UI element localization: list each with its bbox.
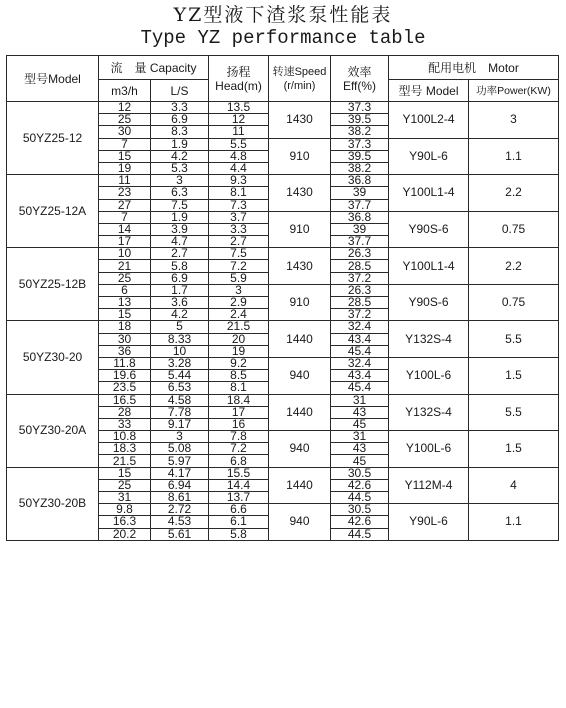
power-cell: 5.5	[469, 394, 559, 431]
capacity-ls-cell: 6.9	[151, 114, 209, 126]
head-cell: 17	[209, 406, 269, 418]
eff-cell: 36.8	[331, 175, 389, 187]
capacity-ls-cell: 6.9	[151, 272, 209, 284]
head-cell: 4.4	[209, 162, 269, 174]
table-row	[7, 394, 559, 406]
capacity-ls-cell: 5	[151, 321, 209, 333]
head-cell: 13.7	[209, 492, 269, 504]
header-eff	[331, 56, 389, 102]
capacity-m3h-cell: 14	[99, 223, 151, 235]
capacity-m3h-cell: 18.3	[99, 443, 151, 455]
motor-model-cell: Y100L2-4	[389, 102, 469, 139]
header-speed-en: (r/min)	[283, 79, 316, 92]
capacity-ls-cell: 3	[151, 431, 209, 443]
eff-cell: 37.7	[331, 236, 389, 248]
capacity-ls-cell: 1.9	[151, 211, 209, 223]
motor-model-cell: Y90S-6	[389, 211, 469, 248]
eff-cell: 45	[331, 418, 389, 430]
capacity-m3h-cell: 20.2	[99, 528, 151, 540]
capacity-m3h-cell: 36	[99, 345, 151, 357]
capacity-ls-cell: 8.3	[151, 126, 209, 138]
capacity-m3h-cell: 15	[99, 467, 151, 479]
eff-cell: 28.5	[331, 297, 389, 309]
head-cell: 5.9	[209, 272, 269, 284]
head-cell: 14.4	[209, 479, 269, 491]
head-cell: 19	[209, 345, 269, 357]
eff-cell: 42.6	[331, 479, 389, 491]
capacity-m3h-cell: 6	[99, 284, 151, 296]
capacity-m3h-cell: 19.6	[99, 370, 151, 382]
capacity-ls-cell: 2.7	[151, 248, 209, 260]
head-cell: 8.1	[209, 382, 269, 394]
head-cell: 7.8	[209, 431, 269, 443]
capacity-ls-cell: 5.3	[151, 162, 209, 174]
page-title-cn: YZ型液下渣浆泵性能表	[173, 4, 393, 26]
eff-cell: 28.5	[331, 260, 389, 272]
speed-cell: 940	[269, 357, 331, 394]
eff-cell: 32.4	[331, 321, 389, 333]
model-cell: 50YZ30-20	[7, 321, 99, 394]
speed-cell: 1440	[269, 467, 331, 504]
eff-cell: 45.4	[331, 382, 389, 394]
motor-model-cell: Y90S-6	[389, 284, 469, 321]
capacity-ls-cell: 8.61	[151, 492, 209, 504]
header-power: 功率Power(KW)	[469, 80, 559, 102]
capacity-m3h-cell: 17	[99, 236, 151, 248]
eff-cell: 43	[331, 443, 389, 455]
head-cell: 9.3	[209, 175, 269, 187]
capacity-ls-cell: 1.7	[151, 284, 209, 296]
eff-cell: 38.2	[331, 126, 389, 138]
motor-model-cell: Y112M-4	[389, 467, 469, 504]
eff-cell: 45.4	[331, 345, 389, 357]
capacity-ls-cell: 5.08	[151, 443, 209, 455]
speed-cell: 1430	[269, 102, 331, 139]
head-cell: 15.5	[209, 467, 269, 479]
eff-cell: 26.3	[331, 284, 389, 296]
capacity-m3h-cell: 27	[99, 199, 151, 211]
capacity-m3h-cell: 9.8	[99, 504, 151, 516]
speed-cell: 940	[269, 504, 331, 541]
capacity-m3h-cell: 30	[99, 333, 151, 345]
head-cell: 6.6	[209, 504, 269, 516]
capacity-m3h-cell: 13	[99, 297, 151, 309]
head-cell: 18.4	[209, 394, 269, 406]
capacity-ls-cell: 4.17	[151, 467, 209, 479]
capacity-m3h-cell: 19	[99, 162, 151, 174]
capacity-m3h-cell: 25	[99, 114, 151, 126]
capacity-ls-cell: 3.6	[151, 297, 209, 309]
capacity-ls-cell: 4.2	[151, 150, 209, 162]
capacity-m3h-cell: 15	[99, 150, 151, 162]
capacity-m3h-cell: 28	[99, 406, 151, 418]
head-cell: 16	[209, 418, 269, 430]
capacity-m3h-cell: 21	[99, 260, 151, 272]
header-head	[209, 56, 269, 102]
motor-model-cell: Y132S-4	[389, 321, 469, 358]
header-motor-model: 型号 Model	[389, 80, 469, 102]
eff-cell: 37.2	[331, 309, 389, 321]
motor-model-cell: Y132S-4	[389, 394, 469, 431]
capacity-ls-cell: 3	[151, 175, 209, 187]
eff-cell: 42.6	[331, 516, 389, 528]
header-motor: 配用电机 Motor	[389, 56, 559, 80]
power-cell: 5.5	[469, 321, 559, 358]
eff-cell: 37.3	[331, 138, 389, 150]
head-cell: 5.8	[209, 528, 269, 540]
header-model: 型号Model	[7, 56, 99, 102]
header-m3h: m3/h	[99, 80, 151, 102]
head-cell: 8.1	[209, 187, 269, 199]
capacity-ls-cell: 7.5	[151, 199, 209, 211]
head-cell: 2.7	[209, 236, 269, 248]
power-cell: 3	[469, 102, 559, 139]
speed-cell: 1440	[269, 394, 331, 431]
eff-cell: 37.3	[331, 102, 389, 114]
power-cell: 1.1	[469, 138, 559, 175]
capacity-ls-cell: 6.3	[151, 187, 209, 199]
head-cell: 9.2	[209, 357, 269, 369]
capacity-m3h-cell: 23.5	[99, 382, 151, 394]
head-cell: 2.9	[209, 297, 269, 309]
capacity-m3h-cell: 33	[99, 418, 151, 430]
eff-cell: 39	[331, 223, 389, 235]
speed-cell: 1440	[269, 321, 331, 358]
eff-cell: 32.4	[331, 357, 389, 369]
head-cell: 6.1	[209, 516, 269, 528]
power-cell: 0.75	[469, 211, 559, 248]
eff-cell: 44.5	[331, 528, 389, 540]
capacity-m3h-cell: 18	[99, 321, 151, 333]
head-cell: 21.5	[209, 321, 269, 333]
power-cell: 1.5	[469, 431, 559, 468]
head-cell: 7.3	[209, 199, 269, 211]
capacity-ls-cell: 9.17	[151, 418, 209, 430]
speed-cell: 1430	[269, 248, 331, 285]
capacity-ls-cell: 4.2	[151, 309, 209, 321]
eff-cell: 43.4	[331, 370, 389, 382]
eff-cell: 39	[331, 187, 389, 199]
page-title-en: Type YZ performance table	[140, 27, 426, 49]
table-row	[7, 102, 559, 114]
capacity-m3h-cell: 23	[99, 187, 151, 199]
head-cell: 8.5	[209, 370, 269, 382]
motor-model-cell: Y100L1-4	[389, 175, 469, 212]
capacity-ls-cell: 5.97	[151, 455, 209, 467]
eff-cell: 43	[331, 406, 389, 418]
capacity-m3h-cell: 16.3	[99, 516, 151, 528]
capacity-ls-cell: 5.44	[151, 370, 209, 382]
capacity-ls-cell: 5.61	[151, 528, 209, 540]
power-cell: 2.2	[469, 248, 559, 285]
header-head-en: Head(m)	[215, 78, 262, 93]
eff-cell: 39.5	[331, 150, 389, 162]
eff-cell: 44.5	[331, 492, 389, 504]
capacity-ls-cell: 6.53	[151, 382, 209, 394]
eff-cell: 30.5	[331, 467, 389, 479]
performance-table	[6, 55, 559, 541]
speed-cell: 910	[269, 211, 331, 248]
header-capacity: 流 量 Capacity	[99, 56, 209, 80]
speed-cell: 1430	[269, 175, 331, 212]
capacity-m3h-cell: 21.5	[99, 455, 151, 467]
capacity-m3h-cell: 25	[99, 479, 151, 491]
capacity-m3h-cell: 12	[99, 102, 151, 114]
power-cell: 2.2	[469, 175, 559, 212]
model-cell: 50YZ25-12B	[7, 248, 99, 321]
head-cell: 7.2	[209, 260, 269, 272]
power-cell: 1.5	[469, 357, 559, 394]
capacity-m3h-cell: 11.8	[99, 357, 151, 369]
motor-model-cell: Y100L-6	[389, 357, 469, 394]
head-cell: 4.8	[209, 150, 269, 162]
capacity-ls-cell: 3.9	[151, 223, 209, 235]
header-eff-cn: 效率	[347, 64, 372, 79]
capacity-m3h-cell: 25	[99, 272, 151, 284]
eff-cell: 36.8	[331, 211, 389, 223]
eff-cell: 31	[331, 431, 389, 443]
head-cell: 5.5	[209, 138, 269, 150]
table-row	[7, 248, 559, 260]
eff-cell: 38.2	[331, 162, 389, 174]
capacity-ls-cell: 2.72	[151, 504, 209, 516]
motor-model-cell: Y90L-6	[389, 504, 469, 541]
speed-cell: 910	[269, 138, 331, 175]
power-cell: 0.75	[469, 284, 559, 321]
eff-cell: 31	[331, 394, 389, 406]
model-cell: 50YZ25-12	[7, 102, 99, 175]
head-cell: 12	[209, 114, 269, 126]
power-cell: 4	[469, 467, 559, 504]
eff-cell: 26.3	[331, 248, 389, 260]
head-cell: 3.3	[209, 223, 269, 235]
head-cell: 3.7	[209, 211, 269, 223]
model-cell: 50YZ30-20B	[7, 467, 99, 540]
capacity-m3h-cell: 31	[99, 492, 151, 504]
model-cell: 50YZ30-20A	[7, 394, 99, 467]
head-cell: 20	[209, 333, 269, 345]
capacity-m3h-cell: 7	[99, 138, 151, 150]
table-row	[7, 175, 559, 187]
capacity-m3h-cell: 11	[99, 175, 151, 187]
header-ls: L/S	[151, 80, 209, 102]
model-cell: 50YZ25-12A	[7, 175, 99, 248]
head-cell: 11	[209, 126, 269, 138]
capacity-m3h-cell: 10	[99, 248, 151, 260]
capacity-ls-cell: 7.78	[151, 406, 209, 418]
eff-cell: 43.4	[331, 333, 389, 345]
head-cell: 7.2	[209, 443, 269, 455]
header-speed-cn: 转速Speed	[272, 65, 327, 78]
capacity-m3h-cell: 10.8	[99, 431, 151, 443]
eff-cell: 39.5	[331, 114, 389, 126]
capacity-ls-cell: 3.28	[151, 357, 209, 369]
capacity-ls-cell: 10	[151, 345, 209, 357]
head-cell: 13.5	[209, 102, 269, 114]
head-cell: 7.5	[209, 248, 269, 260]
eff-cell: 45	[331, 455, 389, 467]
head-cell: 6.8	[209, 455, 269, 467]
capacity-ls-cell: 8.33	[151, 333, 209, 345]
table-row	[7, 467, 559, 479]
capacity-ls-cell: 4.7	[151, 236, 209, 248]
motor-model-cell: Y90L-6	[389, 138, 469, 175]
speed-cell: 910	[269, 284, 331, 321]
eff-cell: 37.7	[331, 199, 389, 211]
header-speed	[269, 56, 331, 102]
capacity-ls-cell: 1.9	[151, 138, 209, 150]
capacity-m3h-cell: 16.5	[99, 394, 151, 406]
capacity-ls-cell: 4.58	[151, 394, 209, 406]
capacity-m3h-cell: 7	[99, 211, 151, 223]
head-cell: 2.4	[209, 309, 269, 321]
eff-cell: 37.2	[331, 272, 389, 284]
motor-model-cell: Y100L1-4	[389, 248, 469, 285]
capacity-m3h-cell: 15	[99, 309, 151, 321]
header-head-cn: 扬程	[226, 64, 251, 79]
power-cell: 1.1	[469, 504, 559, 541]
capacity-ls-cell: 6.94	[151, 479, 209, 491]
head-cell: 3	[209, 284, 269, 296]
eff-cell: 30.5	[331, 504, 389, 516]
capacity-m3h-cell: 30	[99, 126, 151, 138]
motor-model-cell: Y100L-6	[389, 431, 469, 468]
capacity-ls-cell: 4.53	[151, 516, 209, 528]
capacity-ls-cell: 5.8	[151, 260, 209, 272]
header-eff-en: Eff(%)	[342, 78, 377, 93]
table-row	[7, 321, 559, 333]
capacity-ls-cell: 3.3	[151, 102, 209, 114]
speed-cell: 940	[269, 431, 331, 468]
